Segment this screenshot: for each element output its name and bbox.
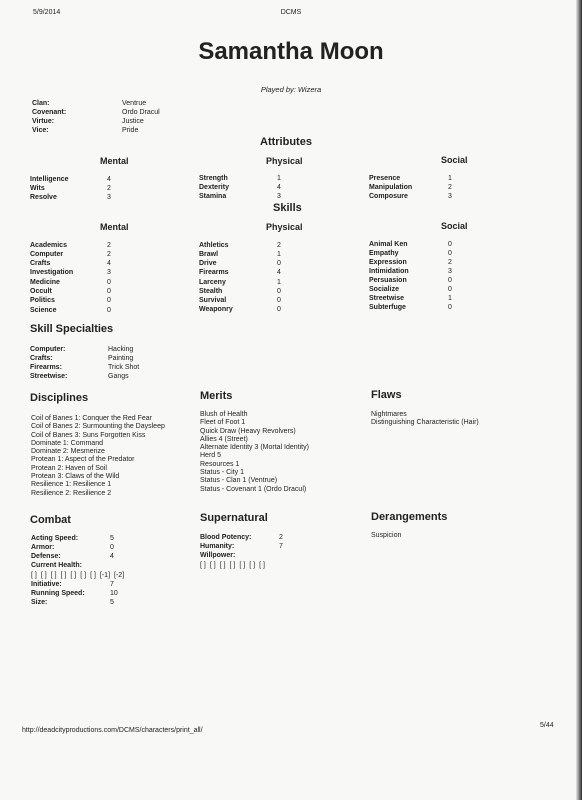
merit-item: Status - City 1 [200,469,244,477]
skill-label: Larceny [199,279,226,286]
merits-title: Merits [200,390,233,402]
skill-label: Socialize [369,286,399,293]
supernatural-value: 2 [279,534,283,541]
attributes-mental-heading: Mental [100,156,129,166]
merit-item: Alternate Identity 3 (Mortal Identity) [200,444,309,452]
combat-value: 4 [110,553,114,560]
info-label: Virtue: [32,118,55,125]
skill-label: Survival [199,297,227,304]
attribute-label: Resolve [30,194,57,201]
skill-value: 1 [448,295,452,302]
skill-label: Empathy [369,250,399,257]
specialty-label: Firearms: [30,364,62,371]
info-label: Vice: [32,127,49,134]
combat-value: 0 [110,544,114,551]
skill-value: 0 [277,297,281,304]
skill-value: 0 [448,286,452,293]
willpower-box[interactable]: [ ] [200,562,206,569]
specialty-value: Gangs [108,373,129,380]
skill-value: 2 [107,251,111,258]
attributes-social-heading: Social [441,155,468,165]
supernatural-label: Blood Potency: [200,534,252,541]
skill-value: 1 [277,251,281,258]
skill-label: Animal Ken [369,241,408,248]
discipline-item: Coil of Banes 1: Conquer the Red Fear [31,415,153,422]
attribute-value: 1 [277,175,281,182]
skill-label: Streetwise [369,295,405,302]
skill-label: Expression [369,259,407,266]
supernatural-title: Supernatural [200,512,268,524]
skill-label: Politics [30,297,55,304]
skill-value: 0 [277,306,281,313]
attribute-value: 3 [107,194,111,201]
combat-label: Running Speed: [31,590,85,597]
attribute-label: Composure [369,193,408,200]
willpower-box[interactable]: [ ] [229,562,236,569]
derangements-list [371,532,401,540]
skills-title: Skills [273,202,302,214]
willpower-box[interactable]: [ ] [219,562,226,569]
combat-value: 10 [110,590,118,597]
skill-value: 2 [277,242,281,249]
skill-value: 0 [277,288,281,295]
skill-label: Persuasion [369,277,407,284]
print-date: 5/9/2014 [33,9,61,16]
attributes-title: Attributes [260,136,312,148]
combat-label: Acting Speed: [31,535,79,542]
merit-item: Status - Covenant 1 (Ordo Dracul) [200,485,307,493]
attribute-label: Wits [30,185,45,192]
info-label: Covenant: [32,109,67,116]
specialties-title: Skill Specialties [30,323,114,335]
willpower-box[interactable]: [ ] [239,562,246,569]
attribute-label: Manipulation [369,184,413,191]
health-box[interactable]: [ ] [50,572,57,579]
combat-value: 5 [110,599,114,606]
skill-value: 4 [107,260,111,267]
health-box[interactable]: [-1] [99,572,111,579]
derangement-item: Suspicion [371,532,402,539]
info-value: Ventrue [122,100,147,107]
skill-label: Drive [199,260,217,267]
discipline-item: Dominate 1: Command [31,439,103,447]
flaw-item: Distinguishing Characteristic (Hair) [371,419,479,427]
skill-value: 2 [107,242,111,249]
discipline-item: Coil of Banes 3: Suns Forgotten Kiss [31,431,146,439]
played-by: Played by: Wizera [260,85,322,94]
scan-edge [576,0,582,800]
footer-url[interactable]: http://deadcityproductions.com/DCMS/characters/print_all/ [22,727,203,734]
skill-label: Firearms [199,269,229,276]
health-box[interactable]: [ ] [90,572,96,579]
merit-item: Blush of Health [200,411,248,418]
skill-label: Science [30,307,57,314]
health-box[interactable]: [ ] [60,572,67,579]
skill-value: 0 [107,288,111,295]
skill-label: Brawl [199,251,219,258]
disciplines-title: Disciplines [30,392,89,404]
merits-list [200,411,309,494]
skill-label: Investigation [30,269,74,276]
willpower-track [200,561,330,570]
combat-label: Defense: [31,553,61,560]
health-box[interactable]: [ ] [70,572,77,579]
skill-label: Athletics [199,242,229,249]
willpower-box[interactable]: [ ] [209,562,216,569]
skill-value: 3 [107,269,111,276]
specialty-value: Trick Shot [108,364,140,371]
attribute-label: Dexterity [199,184,229,191]
combat-label: Initiative: [31,581,62,588]
flaws-list [371,411,479,428]
merit-item: Status - Clan 1 (Ventrue) [200,477,278,485]
health-box[interactable]: [ ] [40,572,47,579]
derangements-title: Derangements [371,511,448,523]
health-track [31,571,191,580]
skill-value: 0 [277,260,281,267]
attribute-label: Stamina [199,193,227,200]
skill-label: Subterfuge [369,304,406,311]
health-box[interactable]: [ ] [80,572,87,579]
health-box[interactable]: [ ] [31,572,37,579]
discipline-item: Resilience 1: Resilience 1 [31,481,112,489]
combat-value: 5 [110,535,114,542]
skill-value: 0 [107,307,111,314]
health-box[interactable]: [-2] [114,572,125,579]
info-value: Justice [122,118,144,125]
skill-label: Crafts [30,260,51,267]
discipline-item: Protean 2: Haven of Soil [31,464,107,472]
skill-value: 0 [107,279,111,286]
discipline-item: Dominate 2: Mesmerize [31,448,105,456]
attribute-value: 2 [107,185,111,192]
combat-title: Combat [30,514,71,526]
skill-label: Computer [30,251,64,258]
attribute-value: 2 [448,184,452,191]
attribute-value: 4 [107,176,111,183]
supernatural-value: 7 [279,543,283,550]
merit-item: Herd 5 [200,452,222,460]
info-label: Clan: [32,100,50,107]
merit-item: Fleet of Foot 1 [200,419,246,427]
skill-value: 3 [448,268,452,275]
willpower-label: Willpower: [200,552,236,559]
disciplines-list [31,415,165,498]
skill-label: Academics [30,242,67,249]
merit-item: Allies 4 (Street) [200,435,248,443]
discipline-item: Coil of Banes 2: Surmounting the Daysleep [31,423,165,431]
combat-label: Armor: [31,544,55,551]
skill-value: 0 [448,277,452,284]
skill-label: Medicine [30,279,60,286]
flaw-item: Nightmares [371,411,407,418]
skill-label: Intimidation [369,268,409,275]
footer-page-number: 5/44 [540,722,554,729]
attributes-physical-heading: Physical [266,156,303,166]
skill-label: Stealth [199,288,223,295]
attribute-value: 1 [448,175,452,182]
specialty-label: Computer: [30,346,66,353]
skill-value: 0 [448,241,452,248]
skill-value: 4 [277,269,281,276]
skill-value: 1 [277,279,281,286]
skill-value: 2 [448,259,452,266]
info-value: Ordo Dracul [122,109,160,116]
attribute-value: 4 [277,184,281,191]
skill-value: 0 [448,250,452,257]
app-name: DCMS [280,9,302,16]
willpower-box[interactable]: [ ] [249,562,256,569]
skill-label: Weaponry [199,306,233,313]
attribute-value: 3 [448,193,452,200]
flaws-title: Flaws [371,389,402,401]
skill-label: Occult [30,288,52,295]
skill-value: 0 [448,304,452,311]
discipline-item: Protean 1: Aspect of the Predator [31,456,135,464]
health-label: Current Health: [31,562,82,569]
attribute-label: Intelligence [30,176,69,183]
merit-item: Resources 1 [200,460,240,468]
willpower-box[interactable]: [ ] [259,562,265,569]
specialty-value: Hacking [108,346,134,353]
supernatural-label: Humanity: [200,543,235,550]
merit-item: Quick Draw (Heavy Revolvers) [200,427,296,435]
combat-label: Size: [31,599,48,606]
skills-physical-heading: Physical [266,222,303,232]
info-value: Pride [122,127,139,134]
skills-mental-heading: Mental [100,222,129,232]
character-name: Samantha Moon [198,38,384,65]
attribute-label: Presence [369,175,401,182]
specialty-label: Crafts: [30,355,53,362]
discipline-item: Resilience 2: Resilience 2 [31,489,112,497]
combat-value: 7 [110,581,114,588]
discipline-item: Protean 3: Claws of the Wild [31,473,120,481]
attribute-value: 3 [277,193,281,200]
skill-value: 0 [107,297,111,304]
specialty-value: Painting [108,355,134,362]
skills-social-heading: Social [441,221,468,231]
attribute-label: Strength [199,175,228,182]
specialty-label: Streetwise: [30,373,68,380]
